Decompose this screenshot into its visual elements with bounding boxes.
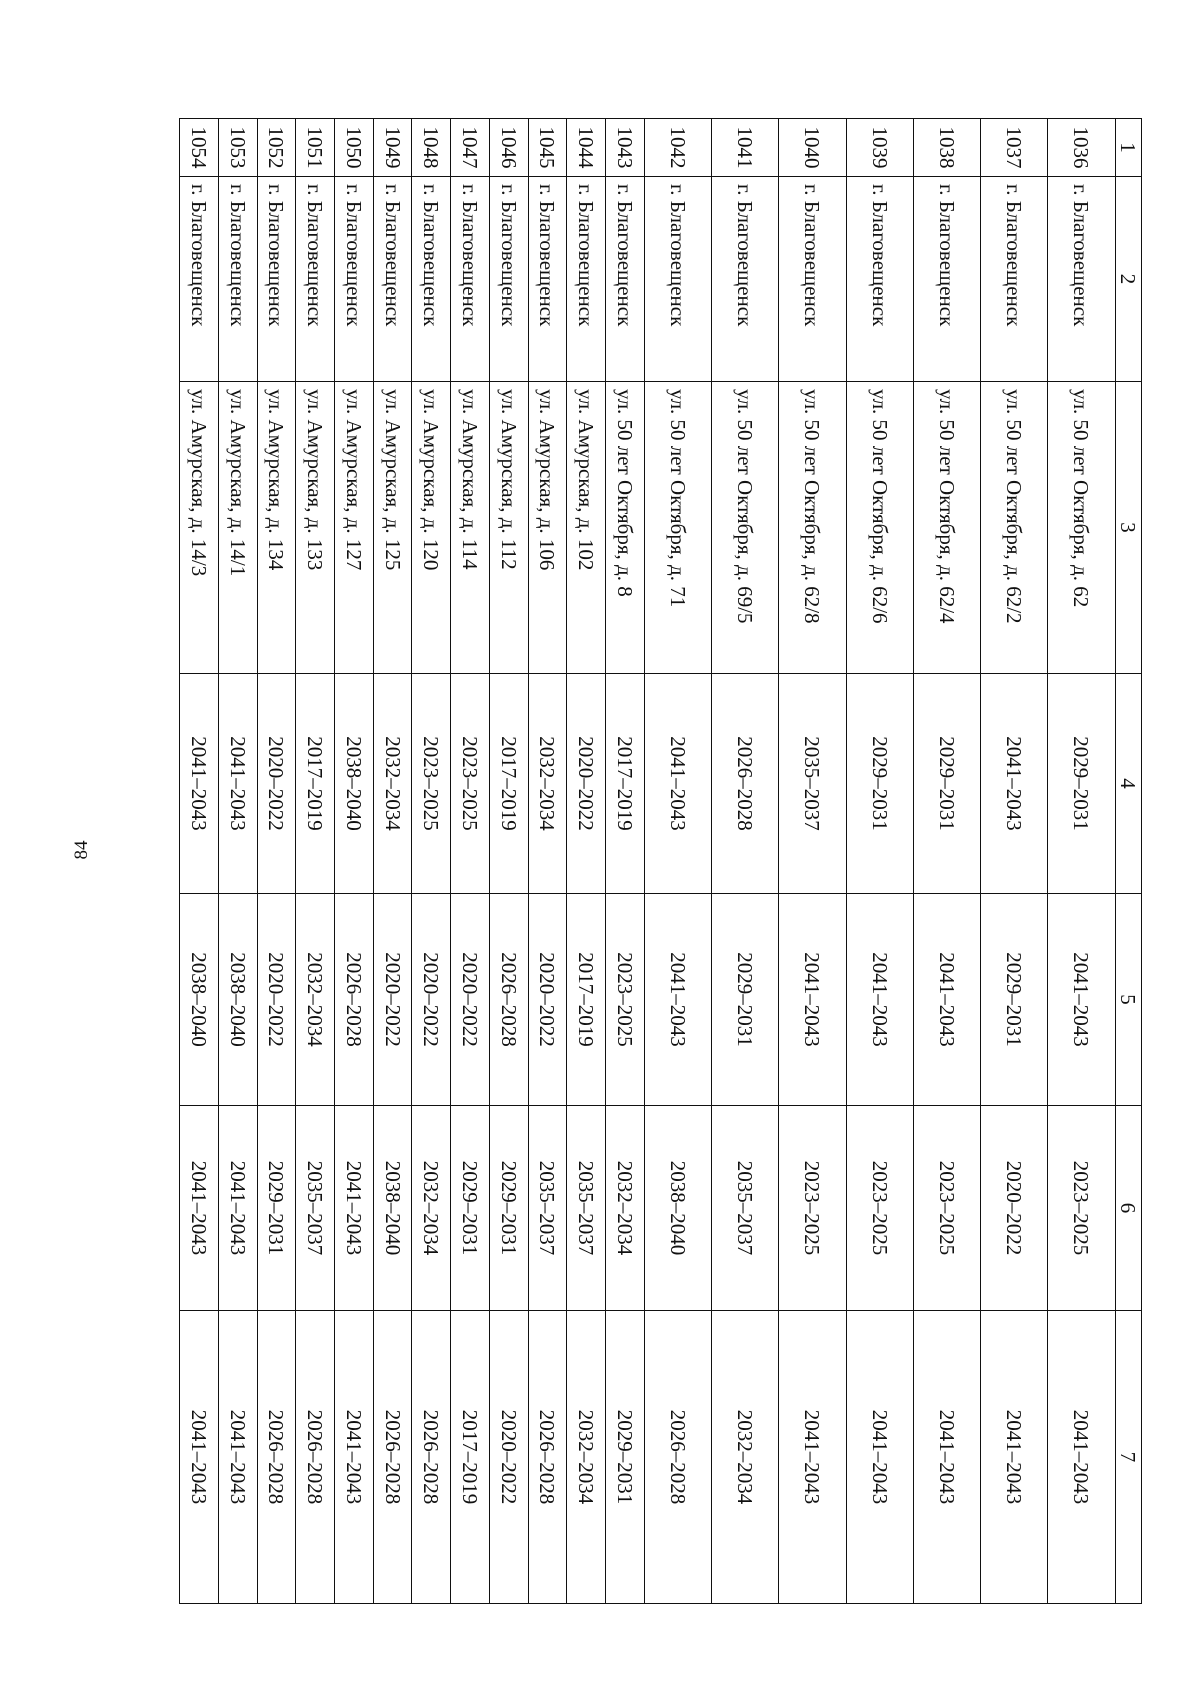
period-col5-cell: 2020–2022 (373, 894, 412, 1106)
period-col5-cell: 2020–2022 (257, 894, 296, 1106)
table-row (1048, 119, 1115, 1604)
row-number-cell: 1038 (913, 119, 980, 177)
table-row (180, 119, 219, 1604)
period-col4-cell: 2041–2043 (981, 674, 1048, 894)
header-cell-2: 2 (1115, 177, 1141, 382)
table-row (846, 119, 913, 1604)
address-cell: ул. Амурская, д. 134 (257, 382, 296, 674)
table-row (335, 119, 374, 1604)
period-col5-cell: 2020–2022 (528, 894, 567, 1106)
address-cell: ул. 50 лет Октября, д. 71 (644, 382, 711, 674)
row-number-cell: 1046 (489, 119, 528, 177)
period-col6-cell: 2023–2025 (779, 1106, 846, 1311)
row-number-cell: 1041 (712, 119, 779, 177)
address-cell: ул. Амурская, д. 133 (296, 382, 335, 674)
period-col4-cell: 2023–2025 (451, 674, 490, 894)
period-col7-cell: 2026–2028 (644, 1311, 711, 1604)
table-row (451, 119, 490, 1604)
city-cell: г. Благовещенск (606, 177, 645, 382)
period-col6-cell: 2029–2031 (451, 1106, 490, 1311)
city-cell: г. Благовещенск (567, 177, 606, 382)
period-col6-cell: 2035–2037 (567, 1106, 606, 1311)
period-col6-cell: 2032–2034 (412, 1106, 451, 1311)
period-col7-cell: 2041–2043 (981, 1311, 1048, 1604)
row-number-cell: 1039 (846, 119, 913, 177)
city-cell: г. Благовещенск (981, 177, 1048, 382)
table-row (981, 119, 1048, 1604)
period-col5-cell: 2023–2025 (606, 894, 645, 1106)
period-col6-cell: 2041–2043 (218, 1106, 257, 1311)
period-col5-cell: 2041–2043 (644, 894, 711, 1106)
period-col7-cell: 2017–2019 (451, 1311, 490, 1604)
period-col4-cell: 2035–2037 (779, 674, 846, 894)
city-cell: г. Благовещенск (335, 177, 374, 382)
period-col7-cell: 2041–2043 (913, 1311, 980, 1604)
row-number-cell: 1053 (218, 119, 257, 177)
period-col6-cell: 2020–2022 (981, 1106, 1048, 1311)
row-number-cell: 1042 (644, 119, 711, 177)
period-col7-cell: 2032–2034 (712, 1311, 779, 1604)
period-col5-cell: 2020–2022 (451, 894, 490, 1106)
city-cell: г. Благовещенск (913, 177, 980, 382)
period-col7-cell: 2041–2043 (180, 1311, 219, 1604)
address-cell: ул. 50 лет Октября, д. 62 (1048, 382, 1115, 674)
table-row (712, 119, 779, 1604)
period-col6-cell: 2041–2043 (180, 1106, 219, 1311)
row-number-cell: 1045 (528, 119, 567, 177)
period-col5-cell: 2041–2043 (1048, 894, 1115, 1106)
period-col4-cell: 2041–2043 (180, 674, 219, 894)
address-cell: ул. Амурская, д. 14/3 (180, 382, 219, 674)
row-number-cell: 1054 (180, 119, 219, 177)
period-col4-cell: 2020–2022 (567, 674, 606, 894)
table-row (567, 119, 606, 1604)
city-cell: г. Благовещенск (779, 177, 846, 382)
city-cell: г. Благовещенск (644, 177, 711, 382)
city-cell: г. Благовещенск (412, 177, 451, 382)
period-col6-cell: 2023–2025 (913, 1106, 980, 1311)
address-cell: ул. Амурская, д. 112 (489, 382, 528, 674)
period-col6-cell: 2023–2025 (1048, 1106, 1115, 1311)
row-number-cell: 1048 (412, 119, 451, 177)
table-row (779, 119, 846, 1604)
city-cell: г. Благовещенск (451, 177, 490, 382)
header-cell-1: 1 (1115, 119, 1141, 177)
period-col4-cell: 2032–2034 (528, 674, 567, 894)
period-col5-cell: 2029–2031 (712, 894, 779, 1106)
period-col5-cell: 2041–2043 (779, 894, 846, 1106)
address-cell: ул. 50 лет Октября, д. 8 (606, 382, 645, 674)
row-number-cell: 1049 (373, 119, 412, 177)
table-row (489, 119, 528, 1604)
table-row (218, 119, 257, 1604)
address-cell: ул. Амурская, д. 14/1 (218, 382, 257, 674)
period-col5-cell: 2041–2043 (846, 894, 913, 1106)
table-row (528, 119, 567, 1604)
period-col5-cell: 2038–2040 (180, 894, 219, 1106)
period-col7-cell: 2032–2034 (567, 1311, 606, 1604)
period-col6-cell: 2038–2040 (644, 1106, 711, 1311)
period-col4-cell: 2029–2031 (846, 674, 913, 894)
period-col6-cell: 2035–2037 (712, 1106, 779, 1311)
period-col4-cell: 2029–2031 (913, 674, 980, 894)
row-number-cell: 1050 (335, 119, 374, 177)
city-cell: г. Благовещенск (373, 177, 412, 382)
period-col7-cell: 2026–2028 (373, 1311, 412, 1604)
period-col7-cell: 2029–2031 (606, 1311, 645, 1604)
table-row (296, 119, 335, 1604)
period-col6-cell: 2035–2037 (296, 1106, 335, 1311)
address-cell: ул. 50 лет Октября, д. 62/8 (779, 382, 846, 674)
period-col5-cell: 2017–2019 (567, 894, 606, 1106)
period-col4-cell: 2032–2034 (373, 674, 412, 894)
header-cell-3: 3 (1115, 382, 1141, 674)
table-row (913, 119, 980, 1604)
address-cell: ул. 50 лет Октября, д. 62/6 (846, 382, 913, 674)
city-cell: г. Благовещенск (296, 177, 335, 382)
period-col5-cell: 2029–2031 (981, 894, 1048, 1106)
row-number-cell: 1036 (1048, 119, 1115, 177)
period-col4-cell: 2020–2022 (257, 674, 296, 894)
period-col4-cell: 2041–2043 (218, 674, 257, 894)
period-col7-cell: 2041–2043 (218, 1311, 257, 1604)
city-cell: г. Благовещенск (1048, 177, 1115, 382)
city-cell: г. Благовещенск (712, 177, 779, 382)
period-col4-cell: 2029–2031 (1048, 674, 1115, 894)
period-col7-cell: 2041–2043 (779, 1311, 846, 1604)
period-col4-cell: 2023–2025 (412, 674, 451, 894)
address-cell: ул. 50 лет Октября, д. 62/4 (913, 382, 980, 674)
address-cell: ул. Амурская, д. 125 (373, 382, 412, 674)
row-number-cell: 1044 (567, 119, 606, 177)
period-col6-cell: 2035–2037 (528, 1106, 567, 1311)
housing-schedule-table (179, 118, 1142, 1604)
period-col6-cell: 2041–2043 (335, 1106, 374, 1311)
period-col4-cell: 2017–2019 (489, 674, 528, 894)
header-cell-5: 5 (1115, 894, 1141, 1106)
address-cell: ул. Амурская, д. 127 (335, 382, 374, 674)
period-col7-cell: 2026–2028 (412, 1311, 451, 1604)
header-cell-4: 4 (1115, 674, 1141, 894)
period-col5-cell: 2032–2034 (296, 894, 335, 1106)
period-col4-cell: 2026–2028 (712, 674, 779, 894)
period-col7-cell: 2041–2043 (846, 1311, 913, 1604)
period-col5-cell: 2041–2043 (913, 894, 980, 1106)
address-cell: ул. 50 лет Октября, д. 62/2 (981, 382, 1048, 674)
address-cell: ул. 50 лет Октября, д. 69/5 (712, 382, 779, 674)
period-col6-cell: 2032–2034 (606, 1106, 645, 1311)
table-row (644, 119, 711, 1604)
city-cell: г. Благовещенск (180, 177, 219, 382)
period-col7-cell: 2026–2028 (257, 1311, 296, 1604)
period-col6-cell: 2029–2031 (257, 1106, 296, 1311)
header-cell-6: 6 (1115, 1106, 1141, 1311)
period-col7-cell: 2041–2043 (1048, 1311, 1115, 1604)
header-row (1115, 119, 1141, 1604)
period-col7-cell: 2041–2043 (335, 1311, 374, 1604)
period-col6-cell: 2029–2031 (489, 1106, 528, 1311)
table-row (373, 119, 412, 1604)
table-body (180, 119, 1142, 1604)
period-col5-cell: 2020–2022 (412, 894, 451, 1106)
city-cell: г. Благовещенск (528, 177, 567, 382)
period-col4-cell: 2038–2040 (335, 674, 374, 894)
address-cell: ул. Амурская, д. 114 (451, 382, 490, 674)
city-cell: г. Благовещенск (218, 177, 257, 382)
period-col5-cell: 2026–2028 (489, 894, 528, 1106)
period-col4-cell: 2017–2019 (296, 674, 335, 894)
city-cell: г. Благовещенск (489, 177, 528, 382)
header-cell-7: 7 (1115, 1311, 1141, 1604)
city-cell: г. Благовещенск (846, 177, 913, 382)
table-row (606, 119, 645, 1604)
period-col6-cell: 2038–2040 (373, 1106, 412, 1311)
row-number-cell: 1052 (257, 119, 296, 177)
row-number-cell: 1051 (296, 119, 335, 177)
address-cell: ул. Амурская, д. 106 (528, 382, 567, 674)
table-row (257, 119, 296, 1604)
address-cell: ул. Амурская, д. 102 (567, 382, 606, 674)
period-col4-cell: 2041–2043 (644, 674, 711, 894)
period-col7-cell: 2026–2028 (528, 1311, 567, 1604)
period-col4-cell: 2017–2019 (606, 674, 645, 894)
row-number-cell: 1047 (451, 119, 490, 177)
page-number: 84 (71, 840, 92, 860)
period-col5-cell: 2038–2040 (218, 894, 257, 1106)
row-number-cell: 1037 (981, 119, 1048, 177)
period-col7-cell: 2020–2022 (489, 1311, 528, 1604)
table-row (412, 119, 451, 1604)
row-number-cell: 1043 (606, 119, 645, 177)
rotated-table-container (179, 118, 1142, 1603)
period-col7-cell: 2026–2028 (296, 1311, 335, 1604)
period-col6-cell: 2023–2025 (846, 1106, 913, 1311)
period-col5-cell: 2026–2028 (335, 894, 374, 1106)
row-number-cell: 1040 (779, 119, 846, 177)
address-cell: ул. Амурская, д. 120 (412, 382, 451, 674)
city-cell: г. Благовещенск (257, 177, 296, 382)
